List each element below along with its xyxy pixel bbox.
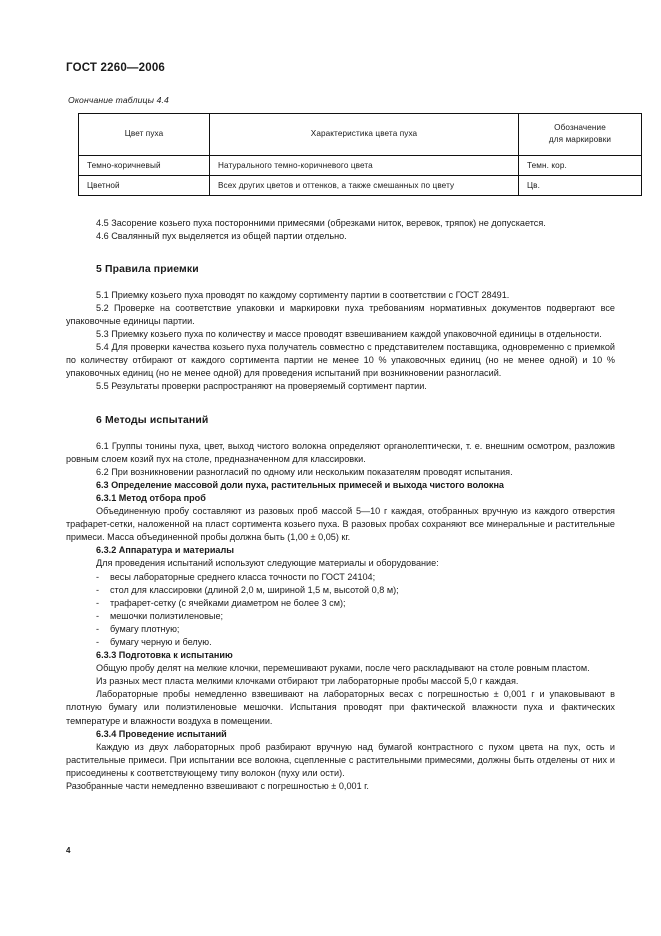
list-dash-icon: - (96, 610, 100, 621)
heading-6-3-2: 6.3.2 Аппаратура и материалы (96, 545, 235, 556)
table-body (79, 155, 642, 195)
cell-characteristic: Натурального темно-коричневого цвета (210, 155, 519, 175)
list-item-label: стол для классировки (длиной 2,0 м, шириной 1,5 м, высотой 0,8 м); (110, 584, 399, 595)
clause-6-2: 6.2 При возникновении разногласий по одному или нескольким показателям проводят испытания. (96, 466, 513, 477)
clause-6-3-3-p3: Лабораторные пробы немедленно взвешивают на лабораторных весах с погрешностью ± 0,001 г и упаковывают в плотную бумагу или полиэтиленовые мешочки. Испытания проводят при фактической влажности пуха и фактических температуре и влажности воздуха в помещении. (66, 689, 615, 726)
table-row (79, 175, 642, 195)
list-item (66, 584, 615, 597)
clause-6-3-2-intro: Для проведения испытаний используют следующие материалы и оборудование: (96, 558, 439, 569)
list-item (66, 597, 615, 610)
clause-5-5: 5.5 Результаты проверки распространяют на проверяемый сортимент партии. (96, 381, 427, 392)
table-caption: Окончание таблицы 4.4 (68, 94, 169, 105)
clause-5-1: 5.1 Приемку козьего пуха проводят по каждому сортименту партии в соответствии с ГОСТ 28491. (96, 289, 510, 300)
cell-marking: Цв. (519, 175, 642, 195)
table-header-marking-line1: Обозначение (554, 123, 606, 133)
list-dash-icon: - (96, 623, 100, 634)
materials-list (66, 571, 615, 650)
cell-marking: Темн. кор. (519, 155, 642, 175)
list-item-label: бумагу черную и белую. (110, 636, 212, 647)
heading-6-3-4: 6.3.4 Проведение испытаний (96, 728, 227, 739)
spacer (66, 275, 615, 289)
cell-color: Цветной (79, 175, 210, 195)
spacer (66, 243, 615, 264)
clause-4-5: 4.5 Засорение козьего пуха посторонними примесями (обрезками ниток, веревок, тряпок) не допускается. (96, 217, 546, 228)
page-content (66, 62, 615, 793)
table-row (79, 155, 642, 175)
fluff-color-table (78, 113, 642, 196)
clause-5-3: 5.3 Приемку козьего пуха по количеству и массе проводят взвешиванием каждой упаковочной единицы в отдельности. (96, 329, 602, 340)
heading-6-3: 6.3 Определение массовой доли пуха, растительных примесей и выхода чистого волокна (96, 479, 504, 490)
table-header-marking (519, 113, 642, 155)
list-item-label: весы лабораторные среднего класса точности по ГОСТ 24104; (110, 571, 376, 582)
page-number: 4 (66, 846, 71, 855)
list-dash-icon: - (96, 636, 100, 647)
clause-6-3-4-p1: Каждую из двух лабораторных проб разбирают вручную над бумагой контрастного с пухом цвета на пух, ость и растительные примеси. При испытании все волокна, сцепленные с растительными примесями, должны быть отделены от них и присоединены к соответствующему типу волокон (пуху или ости). (66, 741, 615, 778)
list-item-label: трафарет-сетку (с ячейками диаметром не более 3 см); (110, 597, 346, 608)
list-item (66, 636, 615, 649)
clause-6-3-3-p2: Из разных мест пласта мелкими клочками отбирают три лабораторные пробы массой 5,0 г каждая. (96, 676, 519, 687)
list-dash-icon: - (96, 584, 100, 595)
list-item-label: бумагу плотную; (110, 623, 180, 634)
clause-5-4: 5.4 Для проверки качества козьего пуха получатель совместно с представителем поставщика, одновременно с приемкой по количеству отбирают от каждого сортимента партии не менее 10 % упаковочных единиц (но не менее одной) и 10 % упаковочных единиц (но не менее одной) для проведения испытаний при возникновении разногласий. (66, 342, 615, 379)
table-header-color: Цвет пуха (79, 113, 210, 155)
heading-6-3-3: 6.3.3 Подготовка к испытанию (96, 650, 233, 661)
list-item (66, 610, 615, 623)
spacer (66, 394, 615, 415)
list-dash-icon: - (96, 571, 100, 582)
table-header (79, 113, 642, 155)
list-dash-icon: - (96, 597, 100, 608)
heading-6-3-1: 6.3.1 Метод отбора проб (96, 492, 206, 503)
table-header-marking-line2: для маркировки (548, 135, 612, 145)
running-head: ГОСТ 2260—2006 (66, 62, 166, 74)
heading-section-6: 6 Методы испытаний (96, 414, 209, 426)
clause-4-6: 4.6 Свалянный пух выделяется из общей партии отдельно. (96, 230, 347, 241)
clause-5-2: 5.2 Проверке на соответствие упаковки и маркировки пуха требованиям нормативных документов подвергают все упаковочные единицы партии. (66, 302, 615, 327)
clause-6-3-3-p1: Общую пробу делят на мелкие клочки, перемешивают руками, после чего раскладывают на столе ровным пластом. (96, 663, 590, 674)
cell-characteristic: Всех других цветов и оттенков, а также смешанных по цвету (210, 175, 519, 195)
spacer (66, 426, 615, 440)
cell-color: Темно-коричневый (79, 155, 210, 175)
clause-6-3-1-text: Объединенную пробу составляют из разовых проб массой 5—10 г каждая, отобранных вручную из каждого отверстия трафарет-сетки, наложенной на пласт сортимента козьего пуха. В разовых пробах сохраняют все минеральные и растительные примеси. Масса объединенной пробы должна быть (1,00 ± 0,05) кг. (66, 506, 615, 543)
table-header-row (79, 113, 642, 155)
spacer (66, 196, 615, 217)
clause-6-1: 6.1 Группы тонины пуха, цвет, выход чистого волокна определяют органолептически, т. е. внешним осмотром, разложив ровным слоем козий пух на столе, предназначенном для классировки. (66, 440, 615, 464)
heading-section-5: 5 Правила приемки (96, 263, 199, 275)
table-header-characteristic: Характеристика цвета пуха (210, 113, 519, 155)
list-item-label: мешочки полиэтиленовые; (110, 610, 224, 621)
clause-6-3-4-p2: Разобранные части немедленно взвешивают с погрешностью ± 0,001 г. (66, 781, 369, 792)
list-item (66, 623, 615, 636)
list-item (66, 571, 615, 584)
